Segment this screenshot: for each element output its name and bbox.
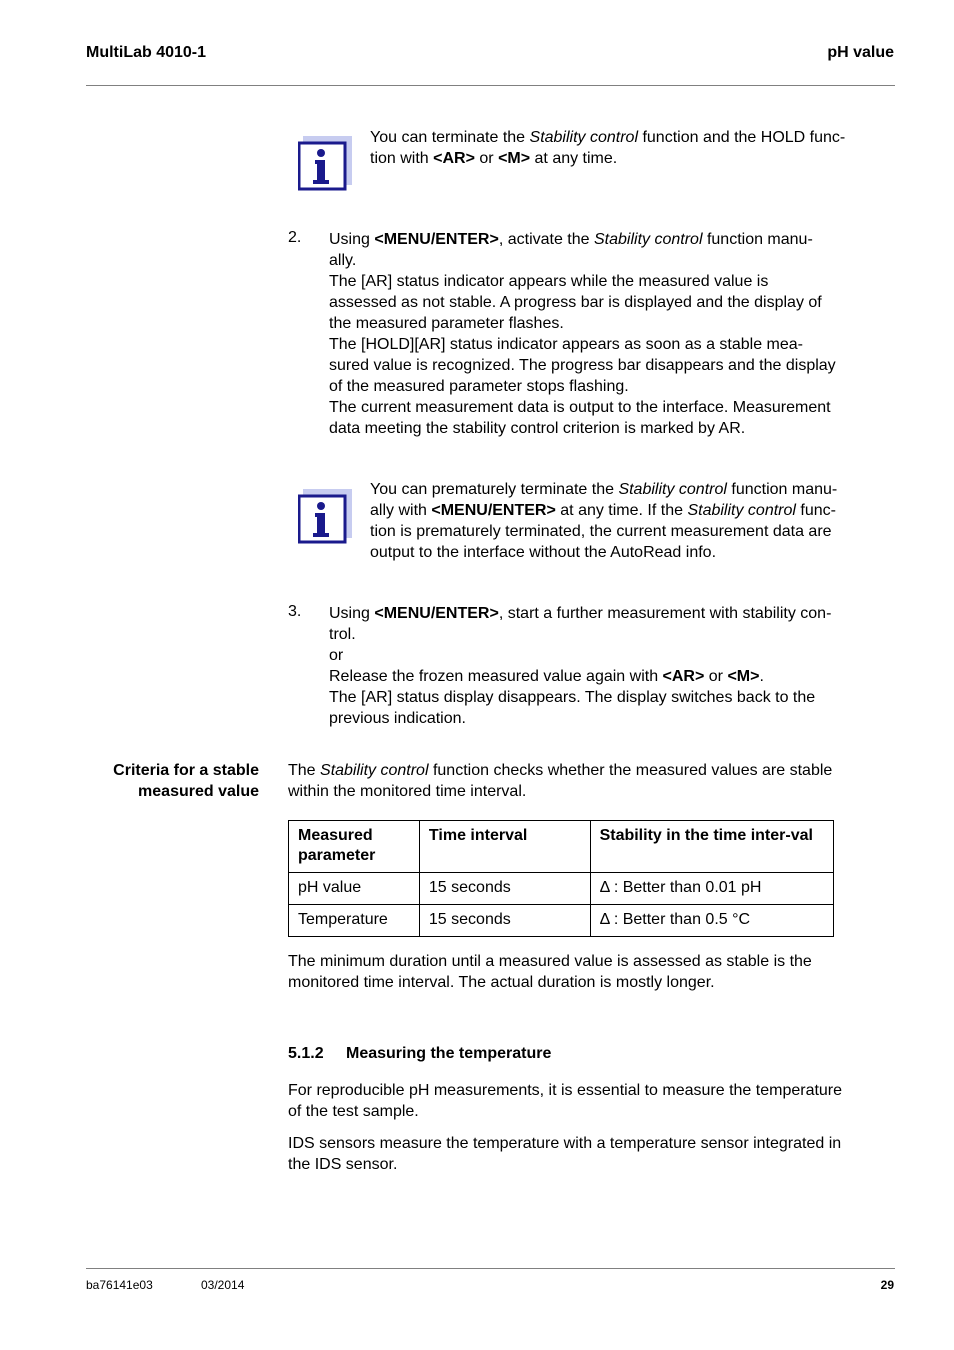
table-cell: pH value xyxy=(289,873,420,905)
page-number: 29 xyxy=(880,1278,894,1292)
step-2-body: Using <MENU/ENTER>, activate the Stability control function manu- ally. The [AR] status indicator appears while the measured value is assessed as not stable. A progress bar is displayed and the display of the measured parameter flashes. The [HOLD][AR] status indicator appears as soon as a stable mea- sured value is recognized. The progress bar disappears and the display of the measured parameter stops flashing. The current measurement data is output to the interface. Measurement data meeting the stability control criterion is marked by AR. xyxy=(329,231,836,437)
table-cell: Δ : Better than 0.5 °C xyxy=(590,905,833,937)
table-cell: Temperature xyxy=(289,905,420,937)
note-1: You can terminate the Stability control function and the HOLD func- tion with <AR> or <M> at any time. xyxy=(370,129,846,167)
side-heading-criteria: Criteria for a stable measured value xyxy=(113,762,259,800)
step-3-body: Using <MENU/ENTER>, start a further measurement with stability con- trol. or Release the frozen measured value again with <AR> or <M>. The [AR] status display disappears. The display switches back to the previous indication. xyxy=(329,605,832,727)
info-icon xyxy=(298,489,352,545)
header-divider xyxy=(86,85,895,86)
section-number: 5.1.2 xyxy=(288,1045,324,1062)
step-2-number: 2. xyxy=(288,229,302,246)
footer-date: 03/2014 xyxy=(201,1278,245,1292)
note-2: You can prematurely terminate the Stability control function manu- ally with <MENU/ENTER> at any time. If the Stability control func- tion is prematurely terminated, the current measurement data are output to the interface without the AutoRead info. xyxy=(370,481,838,561)
criteria-after-text: The minimum duration until a measured value is assessed as stable is the monitored time interval. The actual duration is mostly longer. xyxy=(288,953,812,991)
footer-divider xyxy=(86,1268,895,1269)
section-paragraph-2: IDS sensors measure the temperature with a temperature sensor integrated in the IDS sensor. xyxy=(288,1135,842,1173)
table-header-cell: Measured parameter xyxy=(289,821,420,873)
stability-criteria-table xyxy=(288,820,834,937)
step-3-number: 3. xyxy=(288,603,302,620)
table-cell: Δ : Better than 0.01 pH xyxy=(590,873,833,905)
table-row xyxy=(289,905,834,937)
table-header-cell: Stability in the time inter-val xyxy=(590,821,833,873)
section-paragraph-1: For reproducible pH measurements, it is essential to measure the temperature of the test sample. xyxy=(288,1082,843,1120)
criteria-intro: The Stability control function checks whether the measured values are stable within the monitored time interval. xyxy=(288,762,833,800)
table-cell: 15 seconds xyxy=(419,873,590,905)
table-cell: 15 seconds xyxy=(419,905,590,937)
table-header-cell: Time interval xyxy=(419,821,590,873)
table-header-row xyxy=(289,821,834,873)
header-section: pH value xyxy=(827,44,894,61)
header-title: MultiLab 4010-1 xyxy=(86,44,207,61)
footer-doc-id: ba76141e03 xyxy=(86,1278,153,1292)
info-icon xyxy=(298,136,352,192)
table-row xyxy=(289,873,834,905)
section-title: Measuring the temperature xyxy=(346,1045,552,1062)
